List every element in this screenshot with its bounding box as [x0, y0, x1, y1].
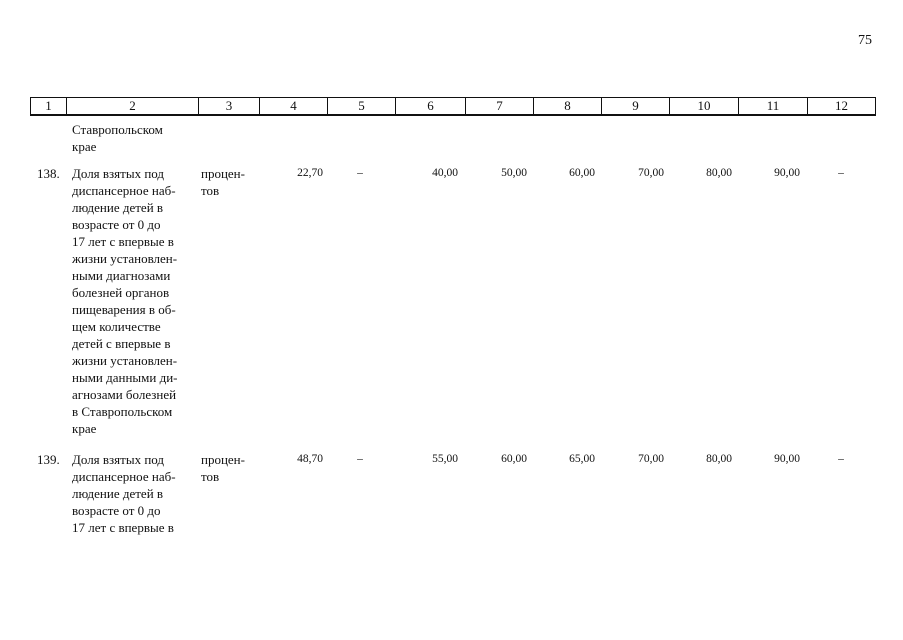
- description-line: детей с впервые в: [72, 336, 171, 351]
- header-col-3: 3: [198, 97, 260, 116]
- header-col-2: 2: [66, 97, 199, 116]
- header-col-1: 1: [30, 97, 67, 116]
- row-number: 139.: [37, 452, 60, 467]
- row-unit: [201, 165, 261, 199]
- header-col-6: 6: [395, 97, 466, 116]
- unit-line: тов: [201, 469, 220, 484]
- description-line: жизни установлен-: [72, 353, 178, 368]
- continuation-line: Ставропольском: [72, 122, 163, 137]
- description-line: Доля взятых под: [72, 452, 165, 467]
- value-col-5: –: [357, 167, 363, 179]
- value-col-8: 65,00: [569, 453, 595, 465]
- description-line: пищеварения в об-: [72, 302, 176, 317]
- header-col-11: 11: [738, 97, 808, 116]
- description-line: людение детей в: [72, 200, 164, 215]
- value-col-8: 60,00: [569, 167, 595, 179]
- page-number: 75: [858, 33, 872, 48]
- description-line: щем количестве: [72, 319, 161, 334]
- description-line: людение детей в: [72, 486, 164, 501]
- description-line: жизни установлен-: [72, 251, 178, 266]
- value-col-12: –: [838, 453, 844, 465]
- header-col-12: 12: [807, 97, 876, 116]
- description-line: в Ставропольском: [72, 404, 173, 419]
- unit-line: тов: [201, 183, 220, 198]
- description-line: крае: [72, 421, 97, 436]
- row-unit: [201, 451, 261, 485]
- description-line: 17 лет с впервые в: [72, 234, 174, 249]
- value-col-11: 90,00: [774, 167, 800, 179]
- header-col-10: 10: [669, 97, 739, 116]
- value-col-7: 50,00: [501, 167, 527, 179]
- description-line: агнозами болезней: [72, 387, 177, 402]
- description-line: болезней органов: [72, 285, 170, 300]
- description-line: 17 лет с впервые в: [72, 520, 174, 535]
- description-line: ными данными ди-: [72, 370, 178, 385]
- value-col-4: 48,70: [297, 453, 323, 465]
- header-col-8: 8: [533, 97, 602, 116]
- header-col-7: 7: [465, 97, 534, 116]
- description-line: возрасте от 0 до: [72, 503, 161, 518]
- continuation-line: крае: [72, 139, 97, 154]
- value-col-6: 55,00: [432, 453, 458, 465]
- value-col-9: 70,00: [638, 167, 664, 179]
- row-description: [72, 451, 196, 536]
- table-header: [30, 97, 875, 115]
- continuation-text: [72, 121, 163, 155]
- row-number: 138.: [37, 166, 60, 181]
- description-line: ными диагнозами: [72, 268, 171, 283]
- row-description: [72, 165, 196, 437]
- value-col-11: 90,00: [774, 453, 800, 465]
- header-col-4: 4: [259, 97, 328, 116]
- value-col-9: 70,00: [638, 453, 664, 465]
- header-col-5: 5: [327, 97, 396, 116]
- description-line: диспансерное наб-: [72, 469, 176, 484]
- value-col-7: 60,00: [501, 453, 527, 465]
- value-col-5: –: [357, 453, 363, 465]
- header-col-9: 9: [601, 97, 670, 116]
- value-col-4: 22,70: [297, 167, 323, 179]
- value-col-10: 80,00: [706, 167, 732, 179]
- value-col-12: –: [838, 167, 844, 179]
- unit-line: процен-: [201, 166, 245, 181]
- description-line: диспансерное наб-: [72, 183, 176, 198]
- description-line: возрасте от 0 до: [72, 217, 161, 232]
- description-line: Доля взятых под: [72, 166, 165, 181]
- value-col-10: 80,00: [706, 453, 732, 465]
- unit-line: процен-: [201, 452, 245, 467]
- value-col-6: 40,00: [432, 167, 458, 179]
